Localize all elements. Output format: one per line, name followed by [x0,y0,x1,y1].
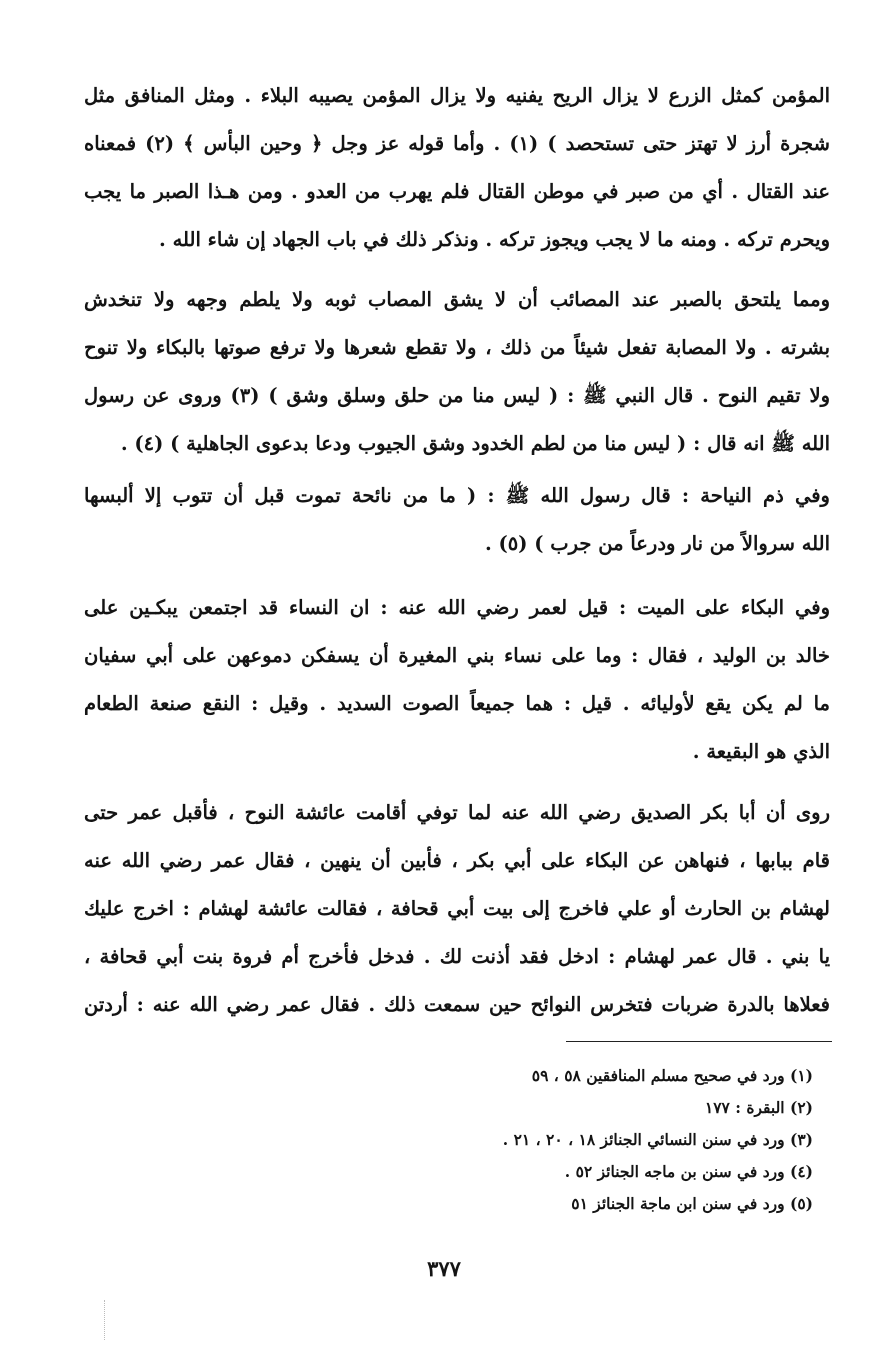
text-line: المؤمن كمثل الزرع لا يزال الريح يفنيه ولا يزال المؤمن يصيبه البلاء . ومثل المنافق مثل [84,84,830,107]
text-line: ولا تقيم النوح . قال النبي ﷺ : ( ليس منا من حلق وسلق وشق ) (٣) وروى عن رسول [84,384,830,407]
text-line: لهشام بن الحارث أو علي فاخرج إلى بيت أبي قحافة ، فقالت عائشة لهشام : اخرج عليك [84,897,830,920]
footnotes [393,1060,813,1220]
footnote: (١) ورد في صحيح مسلم المنافقين ٥٨ ، ٥٩ [531,1066,813,1085]
text-line: فعلاها بالدرة ضربات فتخرس النوائح حين سمعت ذلك . فقال عمر رضي الله عنه : أردتن [84,993,830,1016]
text-line: بشرته . ولا المصابة تفعل شيئاً من ذلك ، ولا تقطع شعرها ولا ترفع صوتها بالبكاء ولا تنوح [84,336,830,359]
text-line: عند القتال . أي من صبر في موطن القتال فلم يهرب من العدو . ومن هـذا الصبر ما يجب [84,180,830,203]
text-line-rest: قيل لعمر رضي الله عنه : ان النساء قد اجتمعن يبكـين على [84,596,609,619]
text-line: شجرة أرز لا تهتز حتى تستحصد ) (١) . وأما قوله عز وجل ﴿ وحين البأس ﴾ (٢) فمعناه [84,132,830,155]
paragraph-heading: وفي البكاء على الميت : [618,596,830,619]
footnote: (٤) ورد في سنن بن ماجه الجنائز ٥٢ . [564,1162,813,1181]
paragraph-2 [84,276,830,468]
footnote-divider [566,1041,832,1042]
text-line: خالد بن الوليد ، فقال : وما على نساء بني المغيرة أن يسفكن دموعهن على أبي سفيان [84,644,830,667]
text-line: الله سروالاً من نار ودرعاً من جرب ) (٥) . [484,532,830,555]
text-line: يا بني . قال عمر لهشام : ادخل فقد أذنت لك . فدخل فأخرج أم فروة بنت أبي قحافة ، [84,945,830,968]
footnote: (٢) البقرة : ١٧٧ [704,1098,813,1117]
text-line: الله ﷺ انه قال : ( ليس منا من لطم الخدود وشق الجيوب ودعا بدعوى الجاهلية ) (٤) . [120,432,830,455]
footnote: (٥) ورد في سنن ابن ماجة الجنائز ٥١ [571,1194,813,1213]
paragraph-5 [84,789,830,1029]
text-line: ويحرم تركه . ومنه ما لا يجب ويجوز تركه . ونذكر ذلك في باب الجهاد إن شاء الله . [159,228,830,251]
text-line: ما لم يكن يقع لأوليائه . قيل : هما جميعاً الصوت السديد . وقيل : النقع صنعة الطعام [84,692,830,715]
footnote: (٣) ورد في سنن النسائي الجنائز ١٨ ، ٢٠ ، ٢١ . [502,1130,813,1149]
text-line [84,472,830,520]
text-line: روى أن أبا بكر الصديق رضي الله عنه لما توفي أقامت عائشة النوح ، فأقبل عمر حتى [84,801,830,824]
paragraph-1 [84,72,830,264]
text-line [84,584,830,632]
page-number: ٣٧٧ [427,1256,461,1281]
scan-margin-mark [104,1300,105,1340]
text-line: قام ببابها ، فنهاهن عن البكاء على أبي بكر ، فأبين أن ينهين ، فقال عمر رضي الله عنه [84,849,830,872]
paragraph-3 [84,472,830,568]
text-line-rest: قال رسول الله ﷺ : ( ما من نائحة تموت قبل أن تتوب إلا ألبسها [84,484,671,507]
text-line: ومما يلتحق بالصبر عند المصائب أن لا يشق المصاب ثوبه ولا يلطم وجهه ولا تنخدش [84,288,830,311]
text-line: الذي هو البقيعة . [692,740,830,763]
paragraph-heading: وفي ذم النياحة : [681,484,830,507]
paragraph-4 [84,584,830,776]
